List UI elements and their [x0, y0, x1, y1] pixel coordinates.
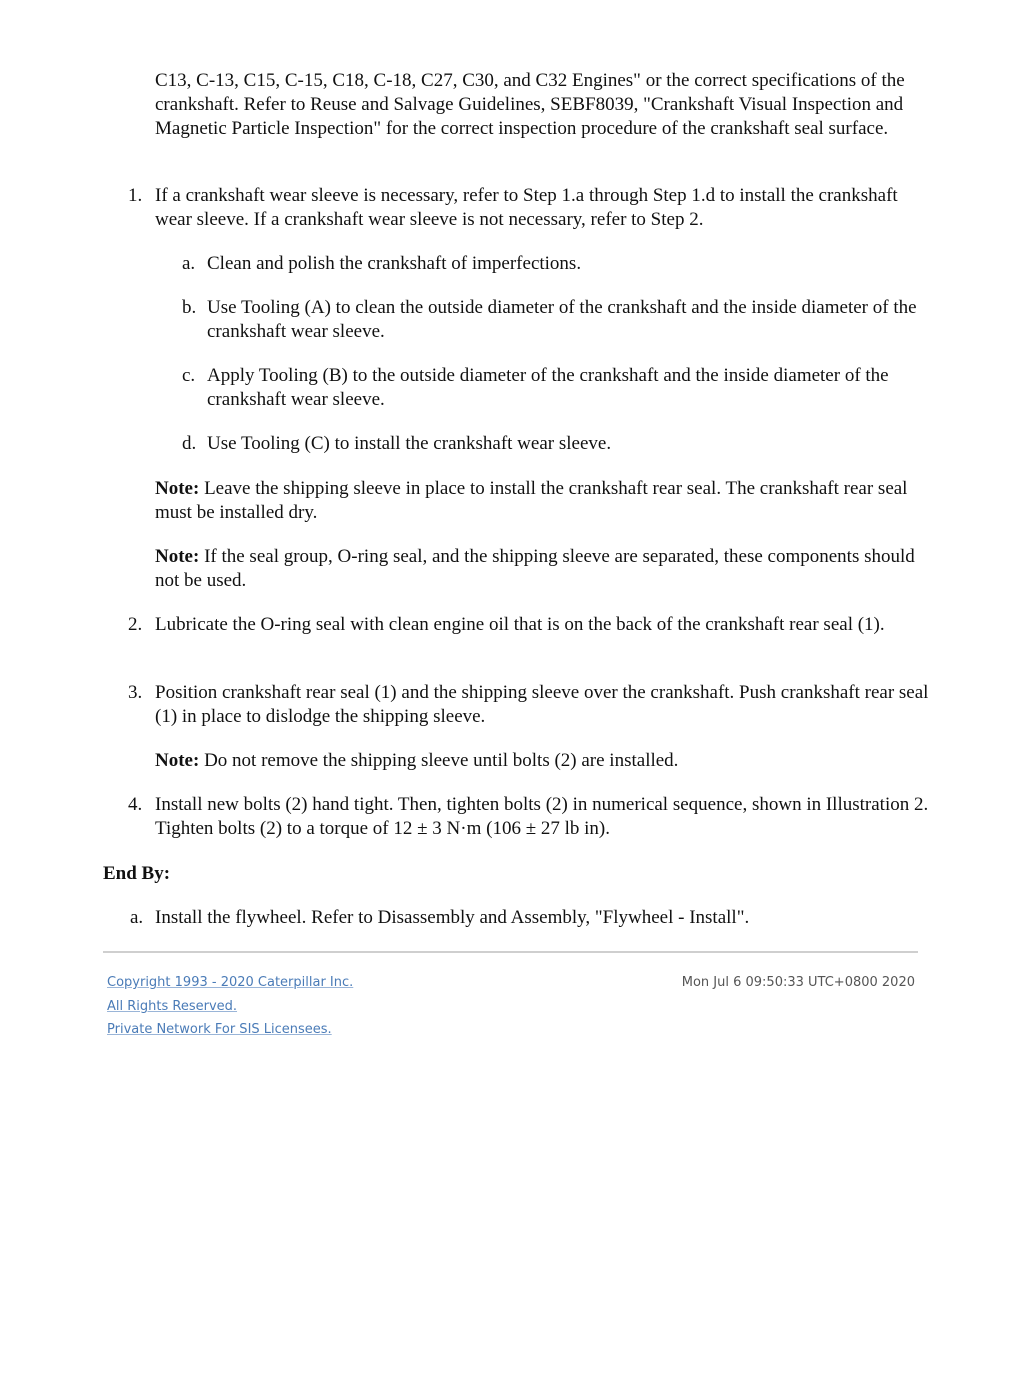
step-2-number: 2.: [128, 614, 143, 635]
substep-1b-text: Use Tooling (A) to clean the outside diameter of the crankshaft and the inside diameter of the crankshaft wear sleeve.: [207, 297, 917, 342]
note-3: [155, 749, 915, 773]
step-4-text: Install new bolts (2) hand tight. Then, tighten bolts (2) in numerical sequence, shown in Illustration 2. Tighten bolts (2) to a torque of 12 ± 3 N·m (106 ± 27 lb in).: [155, 794, 929, 839]
step-4-number: 4.: [128, 794, 143, 815]
step-3-text: Position crankshaft rear seal (1) and the shipping sleeve over the crankshaft. Push crankshaft rear seal (1) in place to dislodge the shipping sleeve.: [155, 682, 929, 727]
end-by-item-letter: a.: [130, 907, 144, 928]
note-2-text: If the seal group, O-ring seal, and the shipping sleeve are separated, these components should not be used.: [155, 546, 915, 591]
footer-divider: [103, 951, 918, 953]
copyright-link[interactable]: Copyright 1993 - 2020 Caterpillar Inc.: [107, 975, 354, 990]
intro-paragraph: C13, C-13, C15, C-15, C18, C-18, C27, C30, and C32 Engines" or the correct specifications of the crankshaft. Refer to Reuse and Salvage Guidelines, SEBF8039, "Crankshaft Visual Inspection and Magnetic Particle Inspection" for the correct inspection procedure of the crankshaft seal surface.: [155, 70, 905, 139]
step-1-number: 1.: [128, 185, 143, 206]
substep-1c-text: Apply Tooling (B) to the outside diameter of the crankshaft and the inside diameter of the crankshaft wear sleeve.: [207, 365, 889, 410]
substep-1b-letter: b.: [182, 297, 197, 318]
rights-link[interactable]: All Rights Reserved.: [107, 999, 238, 1014]
substep-1c-letter: c.: [182, 365, 196, 386]
note-1-text: Leave the shipping sleeve in place to install the crankshaft rear seal. The crankshaft rear seal must be installed dry.: [155, 478, 908, 523]
substep-1a-letter: a.: [182, 253, 196, 274]
step-1-text: If a crankshaft wear sleeve is necessary, refer to Step 1.a through Step 1.d to install the crankshaft wear sleeve. If a crankshaft wear sleeve is not necessary, refer to Step 2.: [155, 185, 898, 230]
note-3-text: Do not remove the shipping sleeve until bolts (2) are installed.: [199, 750, 679, 771]
note-2-label: Note:: [155, 546, 200, 567]
substep-1a-text: Clean and polish the crankshaft of imperfections.: [207, 253, 582, 274]
note-1: [155, 477, 915, 525]
note-3-label: Note:: [155, 750, 200, 771]
note-2: [155, 545, 915, 593]
network-link[interactable]: Private Network For SIS Licensees.: [107, 1022, 332, 1037]
footer-timestamp: Mon Jul 6 09:50:33 UTC+0800 2020: [681, 975, 915, 990]
substep-1d-letter: d.: [182, 433, 197, 454]
note-1-label: Note:: [155, 478, 200, 499]
step-2-text: Lubricate the O-ring seal with clean engine oil that is on the back of the crankshaft rear seal (1).: [155, 614, 885, 635]
end-by-heading: End By:: [103, 863, 171, 884]
substep-1d-text: Use Tooling (C) to install the crankshaft wear sleeve.: [207, 433, 612, 454]
end-by-item-text: Install the flywheel. Refer to Disassembly and Assembly, "Flywheel - Install".: [155, 907, 750, 928]
step-3-number: 3.: [128, 682, 143, 703]
